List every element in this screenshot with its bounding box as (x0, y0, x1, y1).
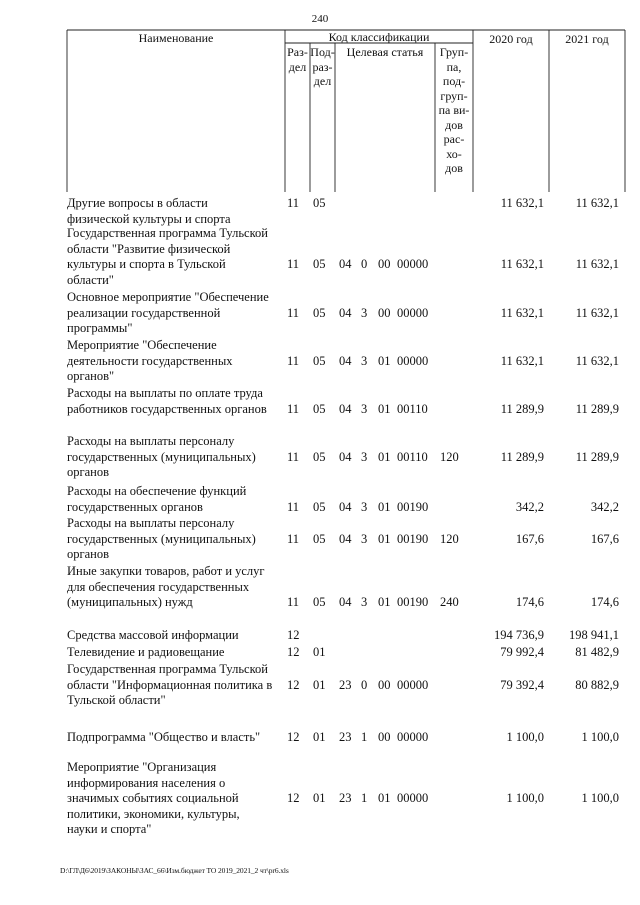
row-name-line: Подпрограмма "Общество и власть" (67, 730, 261, 744)
row-cell-t2: 3 (361, 499, 368, 514)
row-cell-y2020: 11 632,1 (500, 196, 544, 210)
row-cell-t2: 3 (361, 353, 368, 368)
row-name-line: Расходы на обеспечение функций (67, 484, 247, 498)
row-cell-y2021: 167,6 (590, 531, 619, 546)
row-cell-t3: 00 (378, 730, 391, 744)
row-cell-t4: 00000 (397, 353, 429, 368)
row-cell-pr: 01 (313, 677, 326, 692)
row-name-line: органов" (67, 369, 115, 383)
row-cell-t1: 04 (339, 531, 352, 546)
row-cell-t3: 01 (378, 791, 391, 805)
row-cell-t2: 3 (361, 449, 368, 464)
row-cell-y2020: 1 100,0 (506, 730, 544, 744)
header-name: Наименование (138, 31, 214, 45)
row-name-line: Телевидение и радиовещание (67, 645, 225, 659)
row-name-line: государственных органов (67, 499, 203, 514)
row-cell-t3: 01 (378, 595, 391, 609)
row-cell-t2: 1 (361, 791, 368, 805)
row-name-line: Мероприятие "Обеспечение (67, 338, 217, 352)
header-year-2020: 2020 год (489, 32, 533, 46)
file-path-footer: D:\ГЛ\Д6\2019\ЗАКОНЫ\ЗАС_66\Изм.бюджет ТО 2019_2021_2 чт\pr6.xls (60, 866, 289, 875)
row-cell-rz: 11 (287, 531, 300, 546)
row-cell-y2021: 1 100,0 (581, 730, 619, 744)
row-cell-pr: 01 (313, 645, 326, 659)
row-name-line: физической культуры и спорта (67, 211, 231, 226)
row-cell-y2021: 174,6 (590, 595, 619, 609)
row-cell-gr: 240 (440, 595, 459, 609)
row-name-line: политики, экономики, культуры, (67, 806, 240, 821)
row-name-line: Другие вопросы в области (67, 196, 208, 210)
row-name-line: информирования населения о (67, 775, 226, 790)
row-cell-t2: 1 (361, 730, 368, 744)
row-name-line: Расходы на выплаты по оплате труда (67, 386, 263, 400)
row-name-line: области "Информационная политика в (67, 677, 273, 692)
row-name-line: Мероприятие "Организация (67, 760, 217, 774)
row-cell-rz: 12 (287, 730, 300, 744)
row-cell-t1: 04 (339, 499, 352, 514)
row-cell-t4: 00000 (397, 730, 429, 744)
row-cell-y2021: 11 632,1 (575, 353, 619, 368)
row-cell-t3: 01 (378, 499, 391, 514)
row-cell-pr: 05 (313, 595, 326, 609)
row-cell-pr: 05 (313, 305, 326, 320)
row-cell-y2020: 342,2 (515, 499, 544, 514)
row-cell-t1: 04 (339, 449, 352, 464)
row-cell-t3: 01 (378, 401, 391, 416)
row-cell-t2: 0 (361, 257, 368, 271)
row-cell-y2020: 11 289,9 (500, 401, 544, 416)
row-cell-pr: 01 (313, 730, 326, 744)
row-cell-y2020: 79 392,4 (500, 677, 544, 692)
row-name-line: культуры и спорта в Тульской (67, 257, 226, 271)
row-name-line: государственных (муниципальных) (67, 531, 256, 546)
row-cell-gr: 120 (440, 449, 459, 464)
row-name-line: Основное мероприятие "Обеспечение (67, 290, 269, 304)
row-cell-pr: 05 (313, 401, 326, 416)
row-cell-t3: 00 (378, 257, 391, 271)
row-cell-t2: 3 (361, 531, 368, 546)
row-cell-t4: 00000 (397, 791, 429, 805)
row-cell-y2020: 174,6 (515, 595, 544, 609)
header-group: Груп- па, под- груп- па ви- дов рас- хо- дов (438, 45, 470, 175)
row-name-line: государственных (муниципальных) (67, 449, 256, 464)
row-cell-t1: 04 (339, 401, 352, 416)
row-cell-y2021: 11 289,9 (575, 401, 619, 416)
row-name-line: для обеспечения государственных (67, 579, 250, 594)
row-cell-t4: 00190 (397, 595, 429, 609)
row-name-line: программы" (67, 321, 133, 335)
row-cell-t2: 3 (361, 595, 368, 609)
row-cell-t3: 00 (378, 305, 391, 320)
row-cell-pr: 05 (313, 449, 326, 464)
row-name-line: органов (67, 547, 110, 561)
row-cell-t3: 01 (378, 449, 391, 464)
row-cell-y2020: 1 100,0 (506, 791, 544, 805)
row-name-line: науки и спорта" (67, 822, 152, 836)
row-name-line: Иные закупки товаров, работ и услуг (67, 564, 265, 578)
row-cell-t1: 04 (339, 595, 352, 609)
row-cell-t3: 01 (378, 531, 391, 546)
header-target-article: Целевая статья (346, 45, 424, 59)
row-name-line: Тульской области" (67, 693, 166, 707)
row-name-line: Государственная программа Тульской (67, 662, 268, 676)
row-cell-pr: 05 (313, 196, 326, 210)
row-cell-rz: 11 (287, 353, 300, 368)
row-cell-y2020: 11 632,1 (500, 305, 544, 320)
row-cell-t1: 04 (339, 257, 352, 271)
row-cell-y2021: 198 941,1 (569, 628, 619, 642)
row-name-line: области "Развитие физической (67, 241, 231, 256)
row-name-line: деятельности государственных (67, 353, 233, 368)
row-cell-y2021: 11 632,1 (575, 305, 619, 320)
row-cell-pr: 01 (313, 791, 326, 805)
row-cell-gr: 120 (440, 531, 459, 546)
row-cell-rz: 11 (287, 595, 300, 609)
row-cell-rz: 12 (287, 791, 300, 805)
header-razdel: Раз- дел (287, 45, 308, 74)
row-cell-t2: 3 (361, 401, 368, 416)
row-cell-t4: 00000 (397, 257, 429, 271)
row-cell-y2020: 11 632,1 (500, 353, 544, 368)
row-cell-t1: 23 (339, 791, 352, 805)
row-cell-rz: 11 (287, 401, 300, 416)
row-cell-y2020: 79 992,4 (500, 645, 544, 659)
row-cell-y2021: 11 289,9 (575, 449, 619, 464)
row-cell-t4: 00000 (397, 305, 429, 320)
row-cell-rz: 12 (287, 645, 300, 659)
row-cell-rz: 11 (287, 449, 300, 464)
row-cell-t1: 23 (339, 730, 352, 744)
page-number: 240 (311, 13, 329, 25)
row-cell-y2021: 342,2 (590, 499, 619, 514)
row-cell-rz: 11 (287, 305, 300, 320)
row-cell-y2020: 11 632,1 (500, 257, 544, 271)
row-cell-t4: 00110 (397, 449, 428, 464)
row-name-line: значимых событиях социальной (67, 791, 239, 805)
row-cell-t2: 0 (361, 677, 368, 692)
row-cell-y2021: 80 882,9 (575, 677, 619, 692)
row-cell-rz: 11 (287, 499, 300, 514)
row-cell-t1: 04 (339, 305, 352, 320)
row-cell-y2020: 167,6 (515, 531, 544, 546)
row-cell-rz: 12 (287, 677, 300, 692)
row-name-line: Государственная программа Тульской (67, 226, 268, 240)
table-header (0, 0, 640, 200)
row-name-line: области" (67, 272, 114, 287)
row-cell-y2021: 11 632,1 (575, 196, 619, 210)
row-name-line: реализации государственной (67, 305, 221, 320)
row-cell-t1: 04 (339, 353, 352, 368)
row-cell-t1: 23 (339, 677, 352, 692)
row-cell-rz: 11 (287, 196, 300, 210)
row-cell-t4: 00190 (397, 531, 429, 546)
row-cell-pr: 05 (313, 353, 326, 368)
row-cell-pr: 05 (313, 531, 326, 546)
header-year-2021: 2021 год (565, 32, 609, 46)
row-cell-y2021: 81 482,9 (575, 645, 619, 659)
row-cell-y2021: 11 632,1 (575, 257, 619, 271)
row-name-line: органов (67, 465, 110, 479)
header-podrazdel: Под- раз- дел (310, 45, 335, 88)
row-cell-y2020: 194 736,9 (494, 628, 544, 642)
row-cell-t4: 00110 (397, 401, 428, 416)
row-cell-rz: 12 (287, 628, 300, 642)
row-cell-y2021: 1 100,0 (581, 791, 619, 805)
row-name-line: Расходы на выплаты персоналу (67, 516, 235, 530)
row-cell-pr: 05 (313, 499, 326, 514)
row-cell-y2020: 11 289,9 (500, 449, 544, 464)
row-cell-rz: 11 (287, 257, 300, 271)
header-code-classification: Код классификации (328, 30, 430, 44)
row-name-line: Средства массовой информации (67, 628, 239, 642)
row-cell-t3: 01 (378, 353, 391, 368)
row-name-line: Расходы на выплаты персоналу (67, 434, 235, 448)
row-name-line: (муниципальных) нужд (67, 595, 193, 609)
row-name-line: работников государственных органов (67, 401, 267, 416)
row-cell-t4: 00000 (397, 677, 429, 692)
row-cell-t4: 00190 (397, 499, 429, 514)
row-cell-t2: 3 (361, 305, 368, 320)
row-cell-t3: 00 (378, 677, 391, 692)
row-cell-pr: 05 (313, 257, 326, 271)
